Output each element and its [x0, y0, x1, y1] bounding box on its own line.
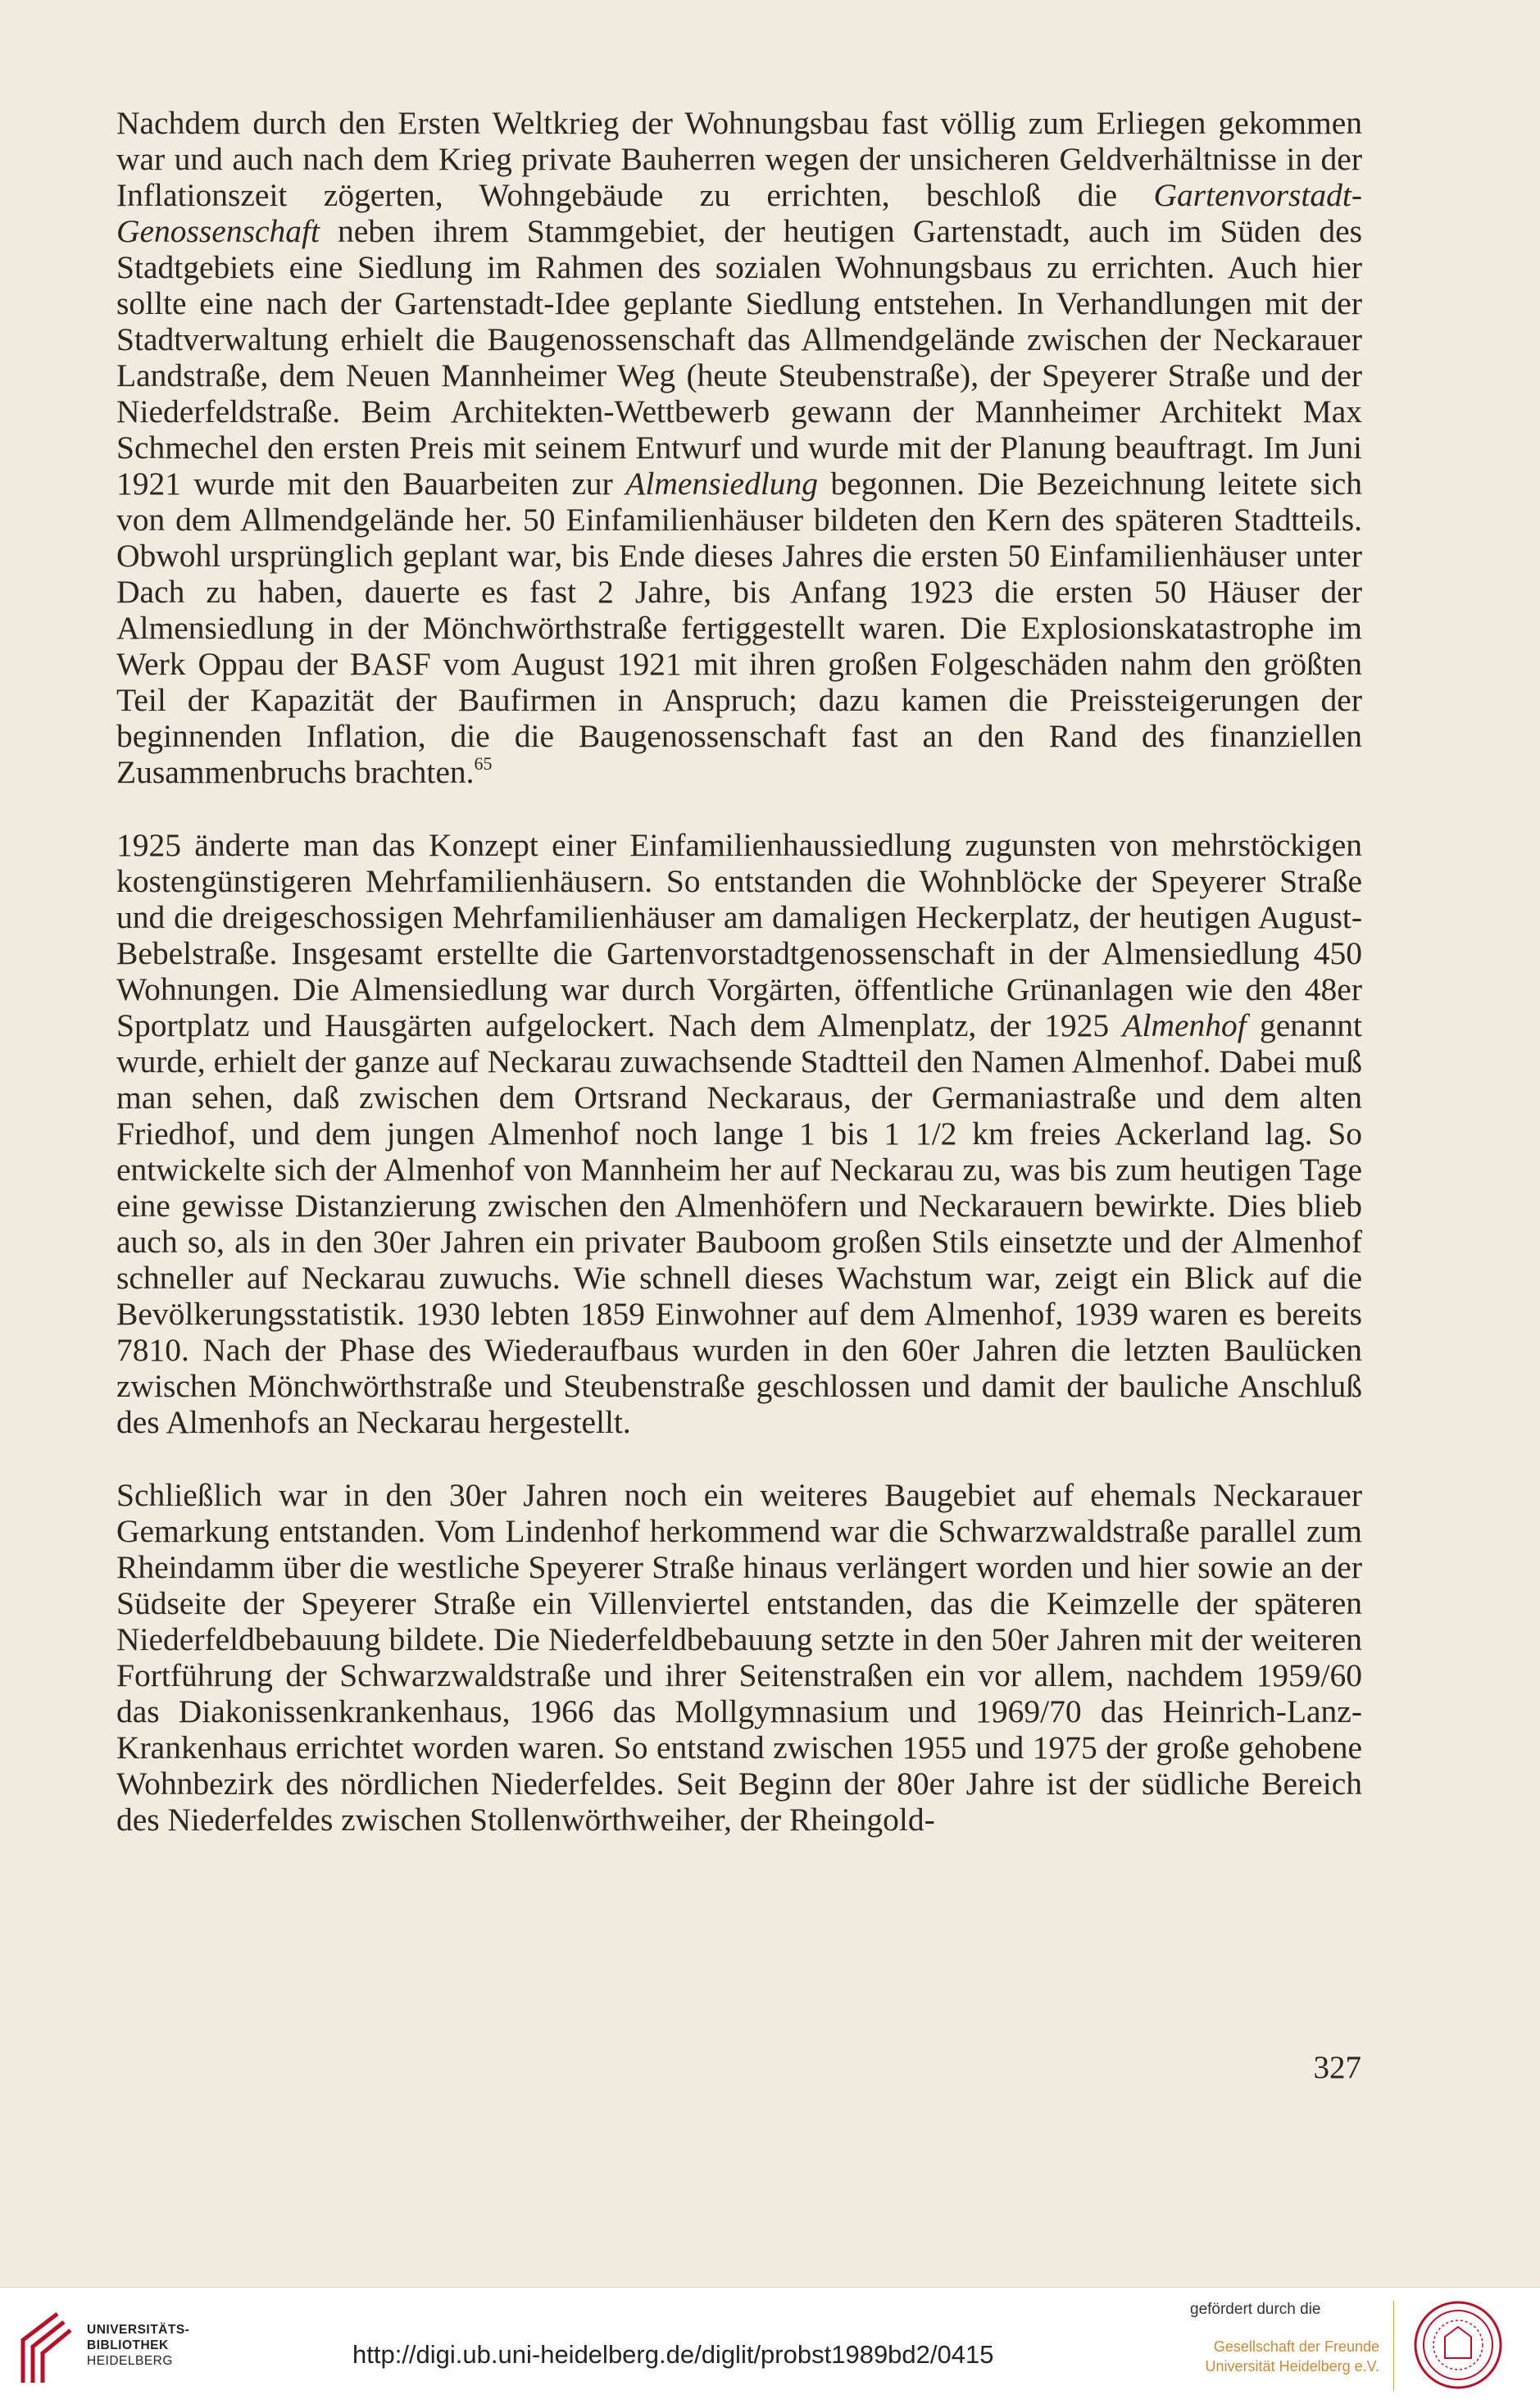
sponsor-divider — [1393, 2301, 1394, 2391]
permalink-url[interactable]: http://digi.ub.uni-heidelberg.de/diglit/probst1989bd2/0415 — [352, 2340, 994, 2369]
library-name-line-3: HEIDELBERG — [87, 2354, 173, 2368]
university-seal-icon — [1412, 2299, 1504, 2391]
text-run: 1925 änderte man das Konzept einer Einfamilienhaussiedlung zugunsten von mehrstöckigen kostengünstigeren Mehrfamilienhäusern. So entstanden die Wohnblöcke der Speyerer Straße und die dreigeschossigen Mehrfamilienhäuser am damaligen Heckerplatz, der heutigen August-Bebelstraße. Insgesamt erstellte die Gartenvorstadtgenossenschaft in der Almensiedlung 450 Wohnungen. Die Almensiedlung war durch Vorgärten, öffentliche Grünanlagen wie den 48er Sportplatz und Hausgärten aufgelockert. Nach dem Almenplatz, der 1925 — [116, 827, 1362, 1043]
text-run: genannt wurde, erhielt der ganze auf Neckarau zuwachsende Stadtteil den Namen Almenhof. Dabei muß man sehen, daß zwischen dem Ortsrand Neckaraus, der Germaniastraße und dem alten Friedhof, und dem jungen Almenhof noch lange 1 bis 1 1/2 km freies Ackerland lag. So entwickelte sich der Almenhof von Mannheim her auf Neckarau zu, was bis zum heutigen Tage eine gewisse Distanzierung zwischen den Almenhöfern und Neckarauern bewirkte. Dies blieb auch so, als in den 30er Jahren ein privater Bauboom großen Stils einsetzte und der Almenhof schneller auf Neckarau zuwuchs. Wie schnell dieses Wachstum war, zeigt ein Blick auf die Bevölkerungsstatistik. 1930 lebten 1859 Einwohner auf dem Almenhof, 1939 waren es bereits 7810. Nach der Phase des Wiederaufbaus wurden in den 60er Jahren die letzten Baulücken zwischen Mönchwörthstraße und Steubenstraße geschlossen und damit der bauliche Anschluß des Almenhofs an Neckarau hergestellt. — [116, 1007, 1362, 1440]
sponsor-name-line-1: Gesellschaft der Freunde — [1213, 2338, 1379, 2355]
footer-bar — [0, 2287, 1540, 2404]
library-name-line-2: BIBLIOTHEK — [87, 2338, 169, 2352]
text-run: Schließlich war in den 30er Jahren noch ein weiteres Baugebiet auf ehemals Neckarauer Gemarkung entstanden. Vom Lindenhof herkommend war die Schwarzwaldstraße parallel zum Rheindamm über die westliche Speyerer Straße hinaus verlängert worden und hier sowie an der Südseite der Speyerer Straße ein Villenviertel entstanden, das die Keimzelle der späteren Niederfeldbebauung bildete. Die Niederfeldbebauung setzte in den 50er Jahren mit der weiteren Fortführung der Schwarzwaldstraße und ihrer Seitenstraßen ein vor allem, nachdem 1959/60 das Diakonissenkrankenhaus, 1966 das Mollgymnasium und 1969/70 das Heinrich-Lanz-Krankenhaus errichtet worden waren. So entstand zwischen 1955 und 1975 der große gehobene Wohnbezirk des nördlichen Niederfeldes. Seit Beginn der 80er Jahre ist der südliche Bereich des Niederfeldes zwischen Stollenwörthweiher, der Rheingold- — [116, 1477, 1362, 1838]
italic-term: Almenhof — [1122, 1007, 1247, 1043]
sponsor-name — [1206, 2337, 1379, 2376]
library-name — [87, 2322, 189, 2369]
italic-term: Gartenvorstadt-Genossenschaft — [116, 177, 1362, 249]
page-number: 327 — [1313, 2050, 1361, 2085]
text-run: begonnen. Die Bezeichnung leitete sich von dem Allmendgelände her. 50 Einfamilienhäuser bildeten den Kern des späteren Stadtteils. Obwohl ursprünglich geplant war, bis Ende dieses Jahres die ersten 50 Einfamilienhäuser unter Dach zu haben, dauerte es fast 2 Jahre, bis Anfang 1923 die ersten 50 Häuser der Almensiedlung in der Mönchwörthstraße fertiggestellt waren. Die Explosionskatastrophe im Werk Oppau der BASF vom August 1921 mit ihren großen Folgeschäden nahm den größten Teil der Kapazität der Baufirmen in Anspruch; dazu kamen die Preissteigerungen der beginnenden Inflation, die die Baugenossenschaft fast an den Rand des finanziellen Zusammenbruchs brachten. — [116, 466, 1362, 790]
paragraph-2 — [116, 827, 1362, 1440]
italic-term: Almensiedlung — [625, 466, 819, 502]
library-name-line-1: UNIVERSITÄTS- — [87, 2323, 190, 2337]
sponsor-label: gefördert durch die — [1190, 2301, 1321, 2318]
body-text — [116, 105, 1362, 1838]
text-run: Nachdem durch den Ersten Weltkrieg der Wohnungsbau fast völlig zum Erliegen gekommen war und auch nach dem Krieg private Bauherren wegen der unsicheren Geldverhältnisse in der Inflationszeit zögerten, Wohngebäude zu errichten, beschloß die — [116, 105, 1362, 213]
paragraph-3 — [116, 1477, 1362, 1838]
footnote-ref: 65 — [474, 753, 493, 774]
paragraph-1 — [116, 105, 1362, 790]
text-run: neben ihrem Stammgebiet, der heutigen Gartenstadt, auch im Süden des Stadtgebiets eine Siedlung im Rahmen des sozialen Wohnungsbaus zu errichten. Auch hier sollte eine nach der Gartenstadt-Idee geplante Siedlung entstehen. In Verhandlungen mit der Stadtverwaltung erhielt die Baugenossenschaft das Allmendgelände zwischen der Neckarauer Landstraße, dem Neuen Mannheimer Weg (heute Steubenstraße), der Speyerer Straße und der Niederfeldstraße. Beim Architekten-Wettbewerb gewann der Mannheimer Architekt Max Schmechel den ersten Preis mit seinem Entwurf und wurde mit der Planung beauftragt. Im Juni 1921 wurde mit den Bauarbeiten zur — [116, 213, 1362, 502]
sponsor-name-line-2: Universität Heidelberg e.V. — [1205, 2358, 1379, 2374]
library-logo-icon — [15, 2307, 80, 2389]
